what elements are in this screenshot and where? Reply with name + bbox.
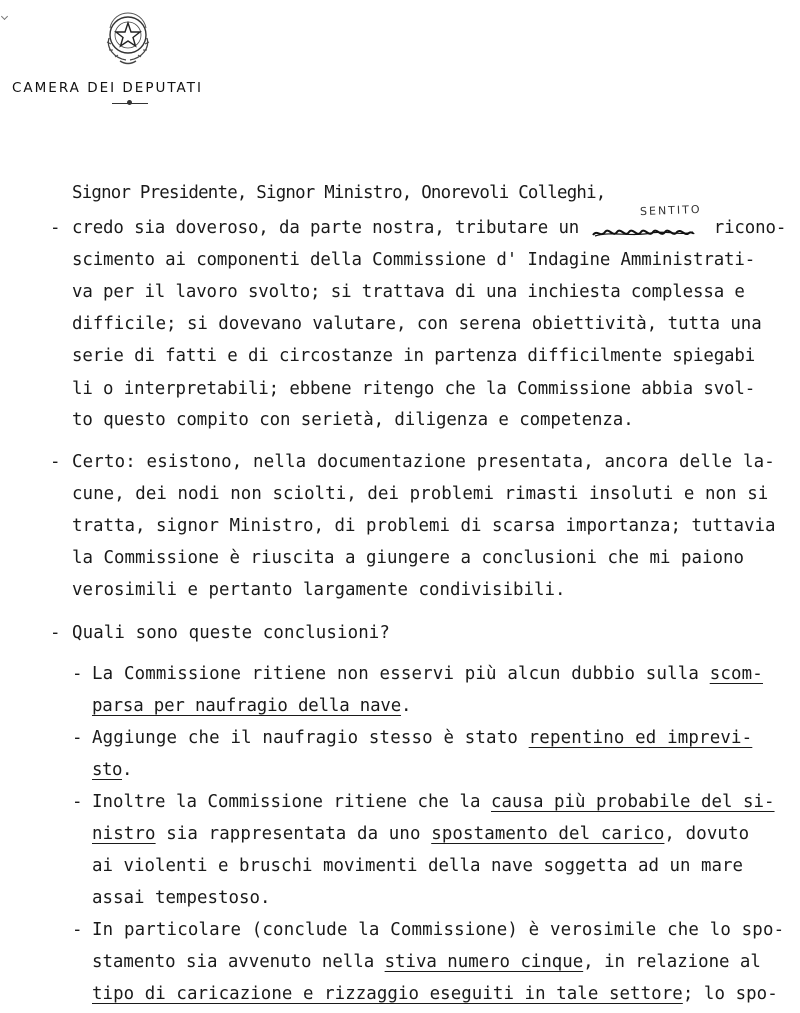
handwritten-correction: SENTITO xyxy=(639,202,702,219)
text-line xyxy=(92,824,749,844)
text-segment: Signor Presidente, Signor Ministro, Onorevoli Colleghi, xyxy=(72,183,606,203)
text-line xyxy=(72,218,786,238)
text-segment: scimento ai componenti della Commissione d' Indagine Amministrati- xyxy=(72,250,756,270)
text-line xyxy=(92,664,763,684)
text-line xyxy=(92,792,775,812)
text-segment: Inoltre la Commissione ritiene che la xyxy=(92,792,492,812)
underlined-phrase: spostamento del carico xyxy=(431,824,665,844)
text-line xyxy=(72,379,755,399)
italian-republic-emblem-icon xyxy=(100,8,156,68)
text-segment: Aggiunge che il naufragio stesso è stato xyxy=(92,728,529,748)
text-segment: credo sia doveroso, da parte nostra, tributare un xyxy=(72,218,590,238)
text-segment: . xyxy=(122,760,133,780)
text-segment: verosimili e pertanto largamente condivisibili. xyxy=(72,580,566,600)
text-segment: la Commissione è riuscita a giungere a conclusioni che mi paiono xyxy=(72,548,745,568)
text-segment: ricono- xyxy=(703,218,787,238)
text-segment: li o interpretabili; ebbene ritengo che la Commissione abbia svol- xyxy=(72,379,756,399)
text-line xyxy=(72,314,762,334)
text-segment: . xyxy=(401,696,412,716)
text-line xyxy=(72,623,390,643)
text-line xyxy=(92,760,132,780)
text-line xyxy=(92,856,743,876)
text-segment: , in relazione al xyxy=(583,952,761,972)
page-margin-mark xyxy=(1,13,8,20)
text-segment: difficile; si dovevano valutare, con serena obiettività, tutta una xyxy=(72,314,762,334)
text-segment: La Commissione ritiene non esservi più alcun dubbio sulla xyxy=(92,664,710,684)
text-line xyxy=(72,452,775,472)
text-segment: Certo: esistono, nella documentazione presentata, ancora delle la- xyxy=(72,452,775,472)
institution-header: CAMERA DEI DEPUTATI xyxy=(12,80,203,96)
text-line xyxy=(72,580,566,600)
sub-list-dash: - xyxy=(72,792,83,812)
text-line xyxy=(92,984,778,1004)
underlined-phrase: scom- xyxy=(709,664,763,684)
list-dash: - xyxy=(50,623,61,643)
text-segment: va per il lavoro svolto; si trattava di una inchiesta complessa e xyxy=(72,282,745,302)
text-segment: Quali sono queste conclusioni? xyxy=(72,623,391,643)
underlined-phrase: parsa per naufragio della nave xyxy=(92,696,402,716)
text-segment: ai violenti e bruschi movimenti della nave soggetta ad un mare xyxy=(92,856,744,876)
text-segment: sia rappresentata da uno xyxy=(155,824,432,844)
text-line xyxy=(72,516,776,536)
text-line xyxy=(92,728,752,748)
text-segment: serie di fatti e di circostanze in partenza difficilmente spiegabi xyxy=(72,346,756,366)
underlined-phrase: causa più probabile del si- xyxy=(491,792,775,812)
text-line xyxy=(72,410,634,430)
underlined-phrase: stiva numero cinque xyxy=(384,952,584,972)
text-line xyxy=(72,346,755,366)
sub-list-dash: - xyxy=(72,664,83,684)
underlined-phrase: sto xyxy=(92,760,123,780)
text-segment: , dovuto xyxy=(664,824,750,844)
text-line xyxy=(92,952,761,972)
text-line xyxy=(92,888,271,908)
header-divider-ornament xyxy=(127,100,132,105)
text-line xyxy=(72,183,606,203)
text-segment: tratta, signor Ministro, di problemi di scarsa importanza; tuttavia xyxy=(72,516,776,536)
text-segment xyxy=(590,218,704,238)
text-segment: to questo compito con serietà, diligenza e competenza. xyxy=(72,410,634,430)
sub-list-dash: - xyxy=(72,920,83,940)
text-line xyxy=(72,250,755,270)
text-line xyxy=(72,548,744,568)
text-line xyxy=(92,920,784,940)
text-segment: assai tempestoso. xyxy=(92,888,271,908)
text-segment: stamento sia avvenuto nella xyxy=(92,952,385,972)
text-line xyxy=(92,696,411,716)
underlined-phrase: nistro xyxy=(92,824,156,844)
list-dash: - xyxy=(50,218,61,238)
text-segment: cune, dei nodi non sciolti, dei problemi rimasti insoluti e non si xyxy=(72,484,769,504)
text-segment: ; lo spo- xyxy=(682,984,778,1004)
text-segment: In particolare (conclude la Commissione) è verosimile che lo spo- xyxy=(92,920,785,940)
underlined-phrase: repentino ed imprevi- xyxy=(528,728,753,748)
list-dash: - xyxy=(50,452,61,472)
sub-list-dash: - xyxy=(72,728,83,748)
underlined-phrase: tipo di caricazione e rizzaggio eseguiti in tale settore xyxy=(92,984,683,1004)
text-line xyxy=(72,282,745,302)
text-line xyxy=(72,484,768,504)
